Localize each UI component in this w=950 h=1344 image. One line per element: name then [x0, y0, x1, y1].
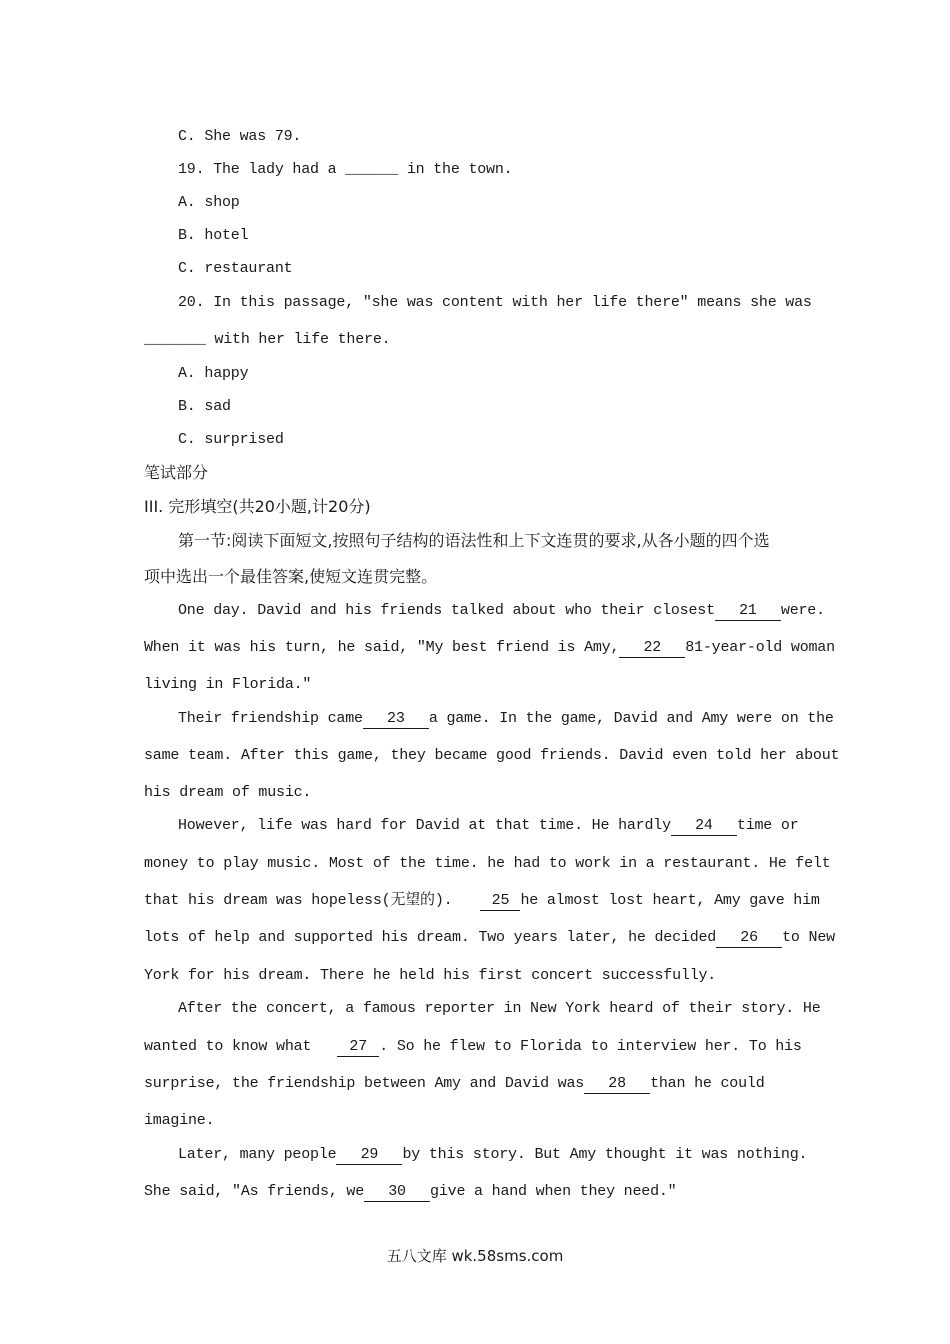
- q18-option-c: C. She was 79.: [178, 128, 302, 145]
- p2-line2: same team. After this game, they became good friends. David even told her about: [144, 747, 840, 764]
- p4-line2: wanted to know what 27 . So he flew to Florida to interview her. To his: [144, 1038, 802, 1055]
- p4-line4: imagine.: [144, 1112, 215, 1129]
- p1-line3: living in Florida.": [144, 676, 312, 693]
- q19-option-c: C. restaurant: [178, 260, 293, 277]
- p3-line2: money to play music. Most of the time. he had to work in a restaurant. He felt: [144, 855, 831, 872]
- p1-line2: When it was his turn, he said, "My best friend is Amy, 22 81-year-old woman: [144, 639, 835, 656]
- blank-22: 22: [619, 639, 685, 658]
- blank-29: 29: [336, 1146, 402, 1165]
- instructions-line2: 项中选出一个最佳答案,使短文连贯完整。: [144, 567, 438, 586]
- q20-option-a: A. happy: [178, 365, 249, 382]
- p3-line3: that his dream was hopeless(无望的). 25 he almost lost heart, Amy gave him: [144, 892, 820, 909]
- q19-stem: 19. The lady had a ______ in the town.: [178, 161, 513, 178]
- p5-line2: She said, "As friends, we 30 give a hand when they need.": [144, 1183, 677, 1200]
- blank-30: 30: [364, 1183, 430, 1202]
- p2-line1: Their friendship came 23 a game. In the game, David and Amy were on the: [178, 710, 834, 727]
- q20-stem-line2: _______ with her life there.: [144, 331, 391, 348]
- p3-line5: York for his dream. There he held his first concert successfully.: [144, 967, 717, 984]
- instructions-line1: 第一节:阅读下面短文,按照句子结构的语法性和上下文连贯的要求,从各小题的四个选: [178, 531, 770, 550]
- part-title: III. 完形填空(共20小题,计20分): [144, 497, 371, 516]
- blank-23: 23: [363, 710, 429, 729]
- q20-option-b: B. sad: [178, 398, 231, 415]
- blank-24: 24: [671, 817, 737, 836]
- blank-25: 25: [480, 892, 520, 911]
- q20-stem-line1: 20. In this passage, "she was content with her life there" means she was: [178, 294, 812, 311]
- blank-26: 26: [716, 929, 782, 948]
- q20-option-c: C. surprised: [178, 431, 284, 448]
- q19-option-b: B. hotel: [178, 227, 249, 244]
- blank-28: 28: [584, 1075, 650, 1094]
- q19-option-a: A. shop: [178, 194, 240, 211]
- p3-line1: However, life was hard for David at that time. He hardly 24 time or: [178, 817, 799, 834]
- p5-line1: Later, many people 29 by this story. But Amy thought it was nothing.: [178, 1146, 808, 1163]
- p1-line1: One day. David and his friends talked about who their closest 21 were.: [178, 602, 825, 619]
- page-footer-watermark: 五八文库 wk.58sms.com: [386, 1247, 564, 1265]
- blank-27: 27: [337, 1038, 379, 1057]
- blank-21: 21: [715, 602, 781, 621]
- p2-line3: his dream of music.: [144, 784, 312, 801]
- p4-line1: After the concert, a famous reporter in New York heard of their story. He: [178, 1000, 821, 1017]
- p4-line3: surprise, the friendship between Amy and David was 28 than he could: [144, 1075, 765, 1092]
- p3-line4: lots of help and supported his dream. Two years later, he decided 26 to New: [144, 929, 835, 946]
- section-heading: 笔试部分: [144, 463, 209, 482]
